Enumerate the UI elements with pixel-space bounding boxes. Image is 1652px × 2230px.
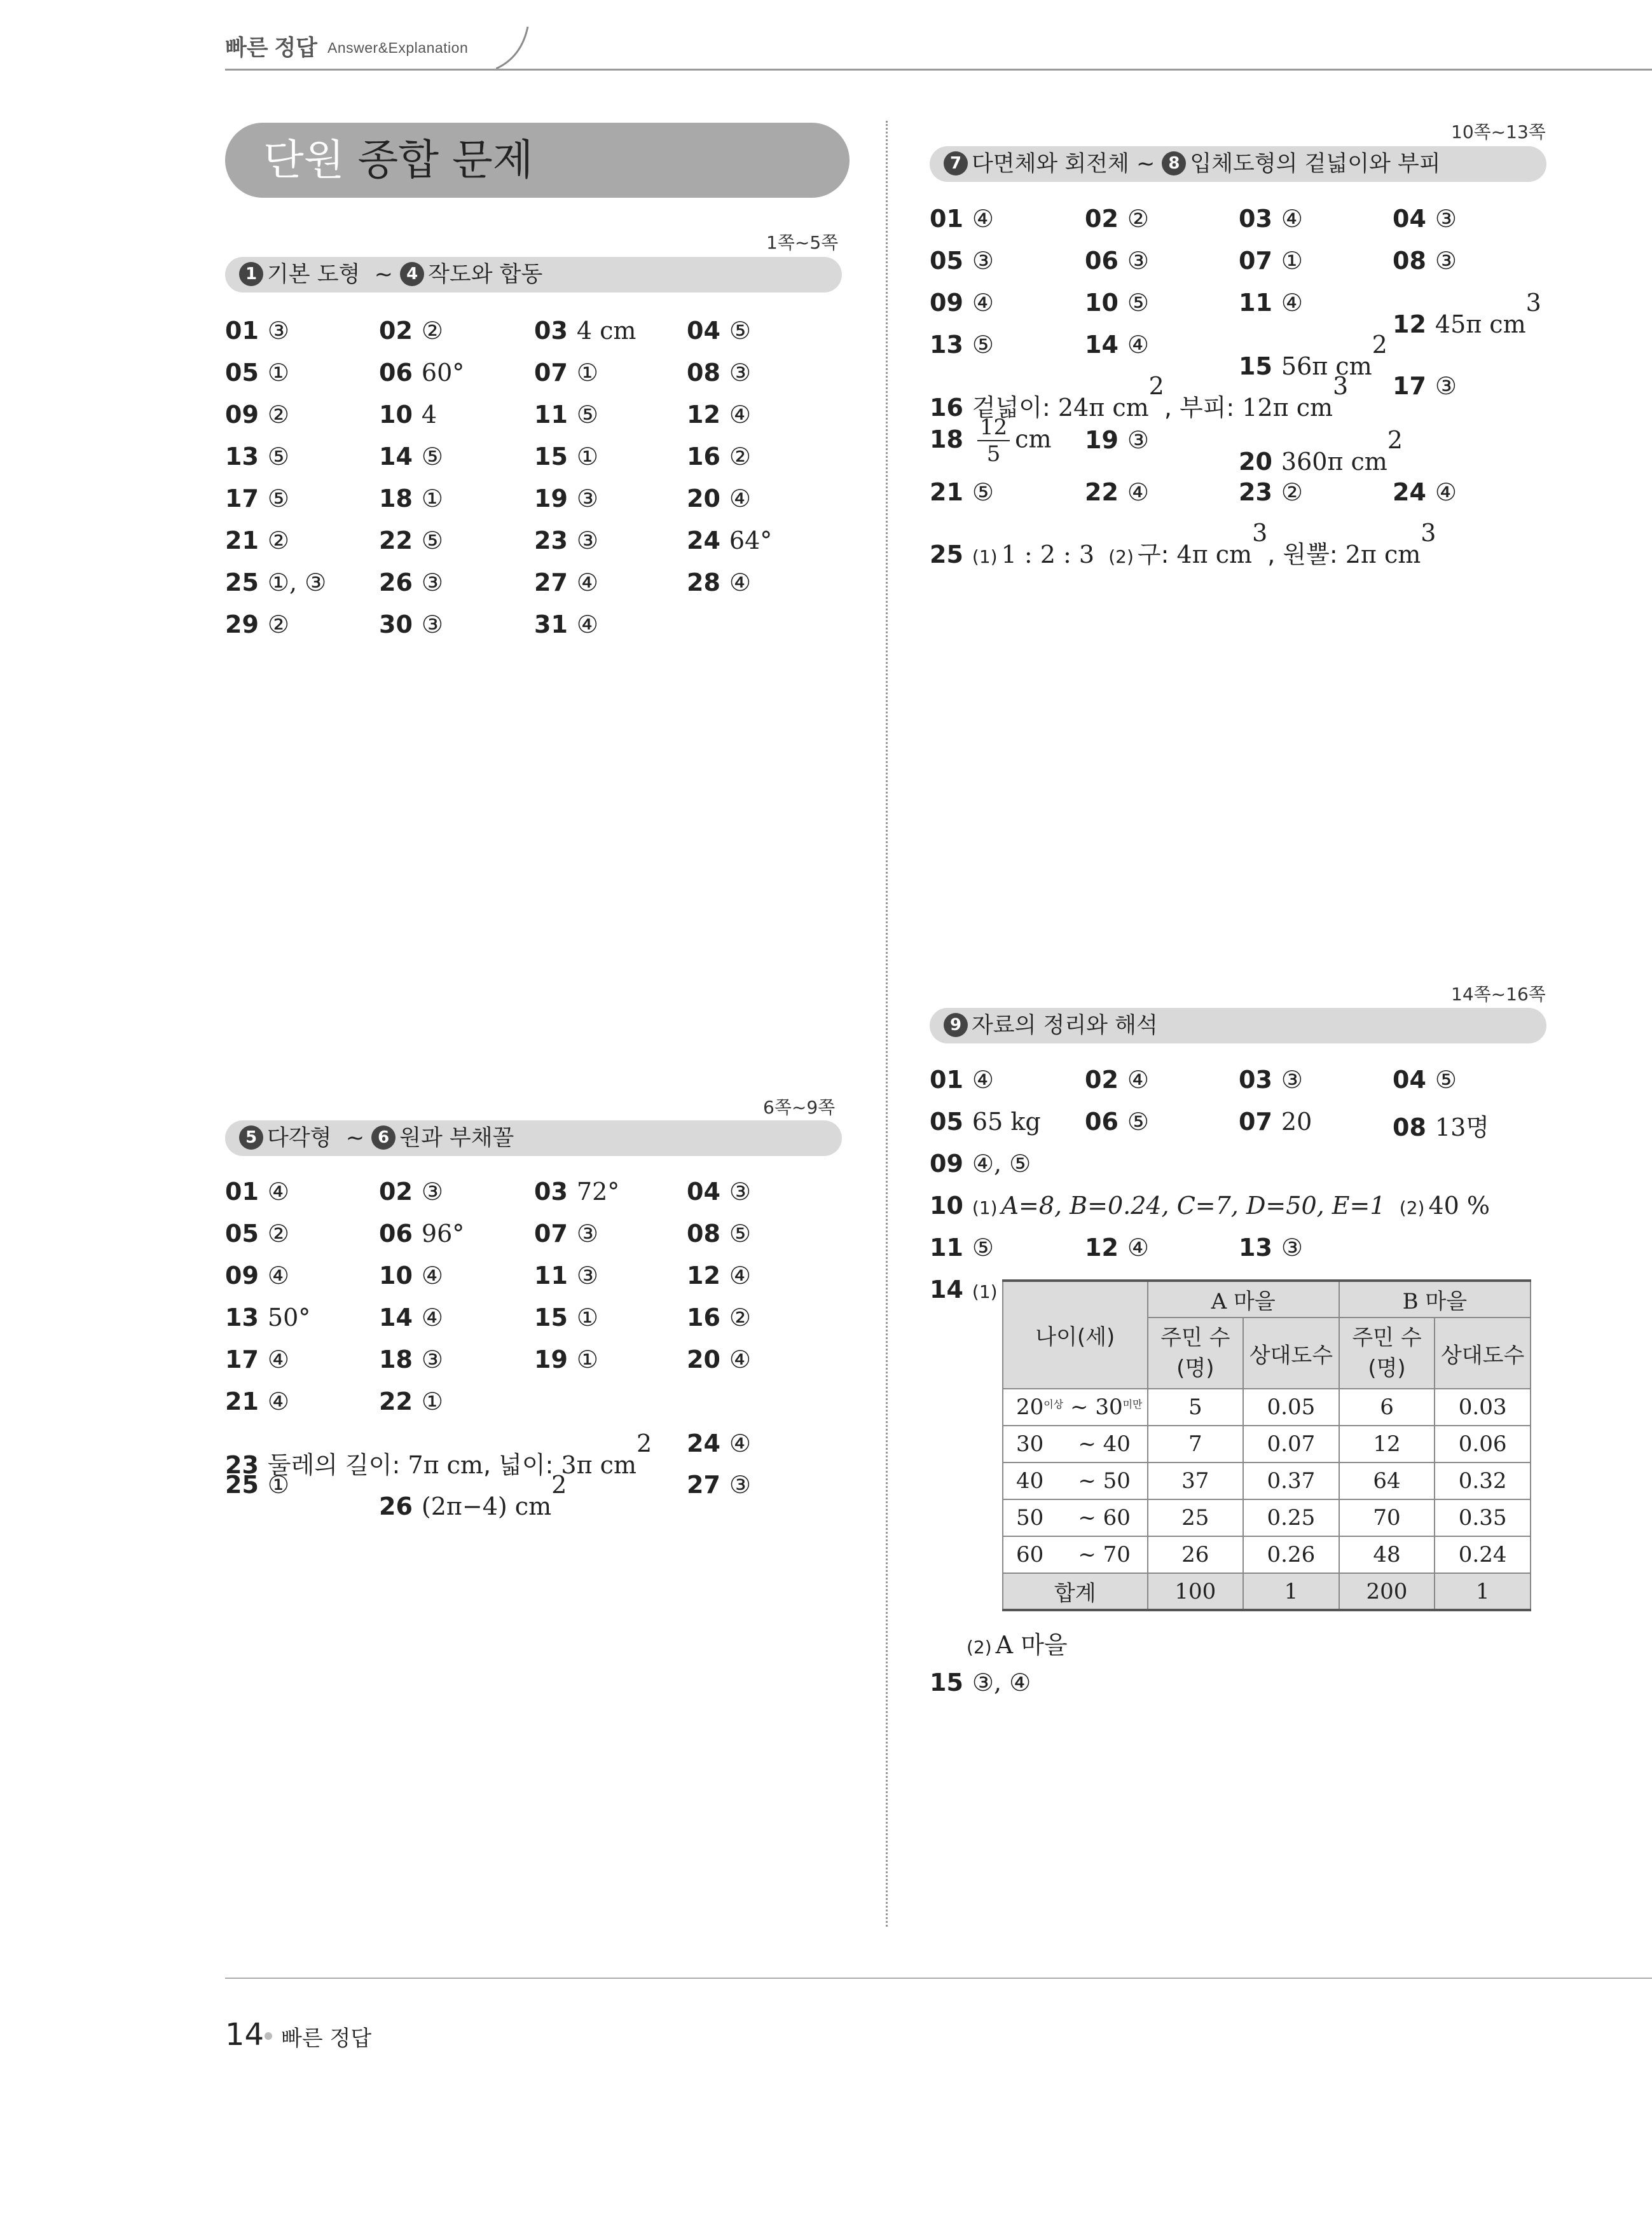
answer-item: 11 ⑤: [534, 401, 598, 429]
answer-item: 21 ⑤: [930, 478, 994, 506]
section-number-badge: 1: [239, 262, 263, 286]
table-row: [1003, 1389, 1531, 1426]
answer-item: 05 ①: [225, 359, 289, 387]
table-cell: 0.32: [1435, 1463, 1531, 1499]
table-cell-sum-label: 합계: [1003, 1573, 1148, 1610]
answer-item: 21 ②: [225, 527, 289, 554]
answer-item: 03 72°: [534, 1178, 620, 1206]
table-cell: 0.03: [1435, 1389, 1531, 1426]
answer-item: (2) A 마을: [967, 1631, 1068, 1659]
answer-item: 11 ④: [1239, 289, 1303, 317]
section-sep: ~: [374, 262, 393, 287]
table-row: [1003, 1499, 1531, 1536]
answer-item: 17 ④: [225, 1346, 289, 1373]
table-header-rel-b: 상대도수: [1435, 1318, 1531, 1389]
answer-item: 23 둘레의 길이: 7π cm, 넓이: 3π $cm^2$: [225, 1429, 652, 1480]
section-number-badge: 8: [1162, 151, 1186, 176]
answer-item: 07 ③: [534, 1220, 598, 1248]
answer-item: 27 ④: [534, 568, 598, 596]
answer-item: 16 겉넓이: 24π $cm^2$, 부피: 12π $cm^3$: [930, 372, 1349, 422]
table-cell: 48: [1339, 1536, 1435, 1573]
section-topic-2: 입체도형의 겉넓이와 부피: [1190, 151, 1441, 177]
table-cell-age: 30 ~ 40: [1003, 1426, 1148, 1463]
answer-item: 02 ②: [379, 317, 443, 345]
section-header-s14: [225, 257, 842, 293]
table-body: [1003, 1426, 1531, 1573]
answer-item: 24 64°: [687, 527, 773, 554]
answer-item: 19 ③: [1085, 426, 1149, 454]
answer-item: 06 ③: [1085, 247, 1149, 275]
answer-item: 23 ③: [534, 527, 598, 554]
table-cell: 7: [1148, 1426, 1244, 1463]
answer-item: 15 ③, ④: [930, 1669, 1031, 1697]
banner-word-1: 단원: [263, 135, 345, 184]
answer-item: 30 ③: [379, 610, 443, 638]
section-header-s78: [930, 146, 1546, 182]
table-row: [1003, 1536, 1531, 1573]
answer-item: 11 ③: [534, 1262, 598, 1290]
table-header-residents-a: 주민 수 (명): [1148, 1318, 1244, 1389]
answer-item: 05 ③: [930, 247, 994, 275]
answer-item: 04 ③: [687, 1178, 751, 1206]
section-number-badge: 9: [944, 1013, 968, 1037]
answer-item: 31 ④: [534, 610, 598, 638]
table-row: [1003, 1426, 1531, 1463]
answer-item: 13 50°: [225, 1304, 311, 1332]
answer-item: 25 ①, ③: [225, 568, 327, 596]
answer-item: 22 ④: [1085, 478, 1149, 506]
answer-item: 15 ①: [534, 1304, 598, 1332]
table-cell-age: 60 ~ 70: [1003, 1536, 1148, 1573]
answer-item: 16 ②: [687, 1304, 751, 1332]
table-cell: 200: [1339, 1573, 1435, 1610]
table-cell: 0.24: [1435, 1536, 1531, 1573]
unit-review-banner: [225, 123, 850, 198]
table-header-village-b: B 마을: [1339, 1281, 1531, 1318]
answer-item: 23 ②: [1239, 478, 1303, 506]
answer-item: 06 ⑤: [1085, 1108, 1149, 1136]
answer-item: 12 45π $cm^3$: [1393, 289, 1541, 339]
table-cell: 64: [1339, 1463, 1435, 1499]
answer-item: 14 ⑤: [379, 443, 443, 471]
answer-item: 08 ③: [1393, 247, 1457, 275]
table-cell: 25: [1148, 1499, 1244, 1536]
answer-item: 21 ④: [225, 1387, 289, 1415]
column-divider: [886, 121, 888, 1927]
table-cell: 0.25: [1243, 1499, 1339, 1536]
answer-item: 26 (2π−4) $cm^2$: [379, 1471, 567, 1521]
table-cell: 0.35: [1435, 1499, 1531, 1536]
answer-item: 10 ⑤: [1085, 289, 1149, 317]
table-row: [1003, 1463, 1531, 1499]
table-header-rel-a: 상대도수: [1243, 1318, 1339, 1389]
answer-item: 19 ①: [534, 1346, 598, 1373]
answer-item: 15 56π $cm^2$: [1239, 331, 1387, 381]
answer-item: 27 ③: [687, 1471, 751, 1499]
answer-item: 10 4: [379, 401, 437, 429]
section-number-badge: 7: [944, 151, 968, 176]
page-number: 14: [225, 2017, 265, 2053]
page-range-s14: 1쪽~5쪽: [766, 232, 839, 253]
table-cell-age: 40 ~ 50: [1003, 1463, 1148, 1499]
answer-item: 26 ③: [379, 568, 443, 596]
answer-item: 06 96°: [379, 1220, 465, 1248]
table-header-age: 나이(세): [1003, 1281, 1148, 1389]
answer-item: 07 ①: [534, 359, 598, 387]
footer-label: 빠른 정답: [281, 2026, 372, 2051]
page-range-s56: 6쪽~9쪽: [763, 1097, 836, 1118]
answer-item: 03 ③: [1239, 1066, 1303, 1094]
answer-item: 17 ⑤: [225, 485, 289, 513]
answer-item: 16 ②: [687, 443, 751, 471]
header-subtitle: Answer&Explanation: [327, 39, 469, 56]
section-topic-2: 원과 부채꼴: [399, 1125, 514, 1151]
answer-item: 18 ①: [379, 485, 443, 513]
answer-item: 02 ③: [379, 1178, 443, 1206]
answer-item: 14 (1): [930, 1276, 998, 1304]
footer-dot: [265, 2032, 272, 2040]
header-title: 빠른 정답: [225, 36, 317, 60]
answer-item: 03 ④: [1239, 205, 1303, 233]
table-cell: 100: [1148, 1573, 1244, 1610]
table-cell: 37: [1148, 1463, 1244, 1499]
page-range-s9: 14쪽~16쪽: [1451, 984, 1546, 1005]
answer-item: 09 ④, ⑤: [930, 1150, 1031, 1178]
answer-item: 12 ④: [1085, 1234, 1149, 1262]
answer-item: 09 ④: [225, 1262, 289, 1290]
answer-item: 04 ⑤: [1393, 1066, 1457, 1094]
section-topic-1: 기본 도형: [267, 262, 361, 287]
table-cell: 26: [1148, 1536, 1244, 1573]
answer-item: 08 13명: [1393, 1113, 1489, 1141]
answer-item: 11 ⑤: [930, 1234, 994, 1262]
answer-item: 08 ⑤: [687, 1220, 751, 1248]
answer-item: 05 ②: [225, 1220, 289, 1248]
answer-item: 22 ①: [379, 1387, 443, 1415]
answer-item: 25 (1) 1 : 2 : 3 (2) 구: 4π $cm^3$, 원뿔: 2π $cm^3$: [930, 519, 1436, 569]
answer-item: 13 ③: [1239, 1234, 1303, 1262]
answer-item: 18 ③: [379, 1346, 443, 1373]
section-sep: ~: [1136, 151, 1155, 177]
answer-item: 20 ④: [687, 485, 751, 513]
answer-item: 09 ④: [930, 289, 994, 317]
answer-item: 04 ③: [1393, 205, 1457, 233]
answer-item: 12 ④: [687, 401, 751, 429]
table-cell: 0.37: [1243, 1463, 1339, 1499]
answer-item: 01 ③: [225, 317, 289, 345]
answer-item: 10 (1) A=8, B=0.24, C=7, D=50, E=1 (2) 40 %: [930, 1192, 1490, 1220]
answer-item: 01 ④: [930, 205, 994, 233]
banner-word-2: 종합 문제: [344, 135, 533, 184]
answer-item: 14 ④: [1085, 331, 1149, 359]
section-topic-1: 다각형: [267, 1125, 332, 1151]
answer-item: 02 ②: [1085, 205, 1149, 233]
header-curve-decoration: [496, 25, 534, 71]
header-rule: [225, 69, 1652, 71]
answer-item: 09 ②: [225, 401, 289, 429]
answer-item: 17 ③: [1393, 372, 1457, 400]
answer-item: 20 ④: [687, 1346, 751, 1373]
table-cell: 1: [1435, 1573, 1531, 1610]
answer-item: 01 ④: [225, 1178, 289, 1206]
section-header-s56: [225, 1120, 842, 1156]
table-header-village-a: A 마을: [1148, 1281, 1339, 1318]
table-cell: 0.07: [1243, 1426, 1339, 1463]
answer-item: 29 ②: [225, 610, 289, 638]
table-cell: 1: [1243, 1573, 1339, 1610]
footer-rule: [225, 1978, 1652, 1979]
table-cell: 12: [1339, 1426, 1435, 1463]
answer-item: 18 $\frac{12}{5}$ cm: [930, 415, 1052, 467]
answer-item: 13 ⑤: [930, 331, 994, 359]
table-row-sum: [1003, 1573, 1531, 1610]
answer-item: 06 60°: [379, 359, 465, 387]
answer-item: 12 ④: [687, 1262, 751, 1290]
frequency-table: [1002, 1279, 1531, 1611]
section-header-s9: [930, 1008, 1546, 1043]
table-cell-age: $20^{이상}$ ~ $30^{미만}$: [1003, 1389, 1148, 1426]
answer-item: 28 ④: [687, 568, 751, 596]
answer-item: 13 ⑤: [225, 443, 289, 471]
answer-item: 07 ①: [1239, 247, 1303, 275]
answer-item: 07 20: [1239, 1108, 1312, 1136]
table-cell: 0.06: [1435, 1426, 1531, 1463]
table-cell: 0.26: [1243, 1536, 1339, 1573]
section-number-badge: 6: [371, 1125, 396, 1150]
table-cell: 70: [1339, 1499, 1435, 1536]
answer-item: 19 ③: [534, 485, 598, 513]
table-cell: 5: [1148, 1389, 1244, 1426]
section-topic-2: 작도와 합동: [428, 262, 543, 287]
table-cell: 6: [1339, 1389, 1435, 1426]
answer-item: 03 4 cm: [534, 317, 637, 345]
answer-item: 20 360π $cm^2$: [1239, 426, 1403, 476]
section-sep: ~: [345, 1125, 365, 1151]
section-topic-1: 자료의 정리와 해석: [972, 1013, 1158, 1038]
answer-item: 04 ⑤: [687, 317, 751, 345]
answer-item: 01 ④: [930, 1066, 994, 1094]
table-cell-age: 50 ~ 60: [1003, 1499, 1148, 1536]
answer-item: 22 ⑤: [379, 527, 443, 554]
answer-item: 24 ④: [687, 1429, 751, 1457]
fraction: $\frac{12}{5}$: [977, 415, 1010, 467]
answer-item: 05 65 kg: [930, 1108, 1041, 1136]
answer-item: 14 ④: [379, 1304, 443, 1332]
page-range-s78: 10쪽~13쪽: [1451, 121, 1546, 142]
section-number-badge: 4: [400, 262, 424, 286]
section-number-badge: 5: [239, 1125, 263, 1150]
table-cell: 0.05: [1243, 1389, 1339, 1426]
section-topic-1: 다면체와 회전체: [972, 151, 1129, 177]
answer-item: 10 ④: [379, 1262, 443, 1290]
answer-item: 08 ③: [687, 359, 751, 387]
answer-item: 24 ④: [1393, 478, 1457, 506]
answer-item: 15 ①: [534, 443, 598, 471]
answer-item: 02 ④: [1085, 1066, 1149, 1094]
answer-item: 25 ①: [225, 1471, 289, 1499]
table-header-residents-b: 주민 수 (명): [1339, 1318, 1435, 1389]
